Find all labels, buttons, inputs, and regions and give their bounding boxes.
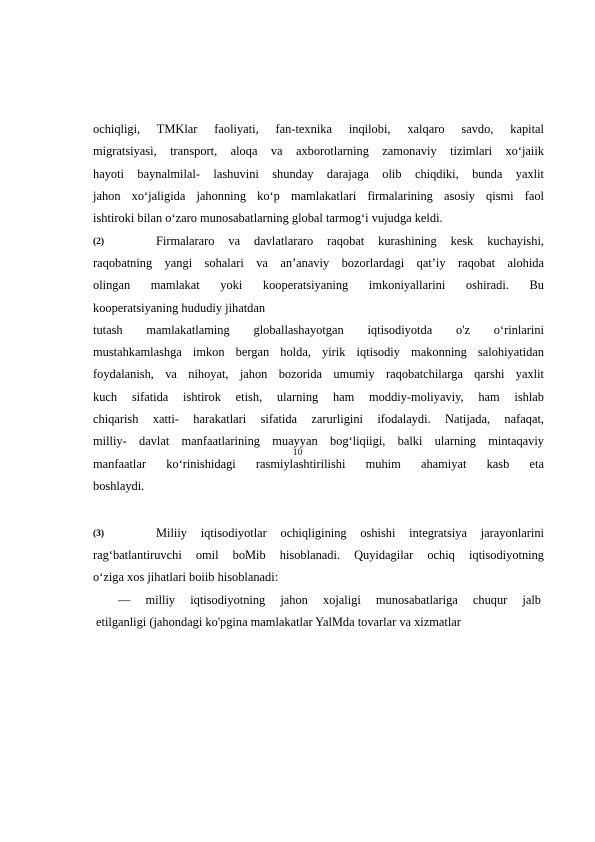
text-line: olingan mamlakat yoki kooperatsiyaning imkoniyallarini oshiradi. Bu [93,278,544,293]
text-line: Firmalararo va davlatlararo raqobat kurashining kesk kuchayishi, [156,234,544,248]
text-line: manfaatlar ko‘rinishidagi rasmiylashtirilishi muhim ahamiyat kasb eta [93,456,544,471]
text-line: migratsiyasi, transport, aloqa va axborotlarning zamonaviy tizimlari xo‘jaiik [93,144,544,159]
page-number: 10 [292,448,303,458]
text-line: — milliy iqtisodiyotning jahon xojaligi munosabatlariga chuqur jalb [118,593,541,607]
item-2-first-line [156,230,544,252]
text-line: foydalanish, va nihoyat, jahon bozorida umumiy raqobatchilarga qarshi yaxlit [93,367,544,382]
text-line: etilganligi (jahondagi ko'pgina mamlakatlar YalMda tovarlar va xizmatlar [96,615,461,629]
text-line: boshlaydi. [93,478,145,493]
text-line: Miliiy iqtisodiyotlar ochiqligining oshishi integratsiya jarayonlarini [156,526,544,540]
text-line: raqobatning yangi sohalari va an’anaviy bozorlardagi qat’iy raqobat alohida [93,256,544,270]
text-line: ochiqligi, TMKlar faoliyati, fan-texnika inqilobi, xalqaro savdo, kapital [93,122,544,136]
text-line: milliy- davlat manfaatlarining muayyan bog‘liqiigi, balki ularning mintaqaviy [93,434,544,449]
dash-item-body [96,611,544,633]
text-line: jahon xo‘jaligida jahonning ko‘p mamlakatlari firmalarining asosiy qismi faol [93,188,544,203]
item-3-body [93,544,544,589]
text-line: mustahkamlashga imkon bergan holda, yirik iqtisodiy makonning salohiyatidan [93,345,544,360]
text-line: ishtiroki bilan o‘zaro munosabatlarning global tarmog‘i vujudga keldi. [93,211,443,226]
paragraph-1 [93,118,544,229]
text-line: rag‘batlantiruvchi omil boMib hisoblanadi. Quyidagilar ochiq iqtisodiyotning [93,548,544,562]
text-line: kuch sifatida ishtirok etish, ularning ham moddiy-moliyaviy, ham ishlab [93,389,544,404]
text-line: kooperatsiyaning hududiy jihatdan [93,300,266,315]
item-2-marker: (2) [93,237,105,247]
item-3-first-line [156,522,544,544]
text-line: tutash mamlakatlaming globallashayotgan iqtisodiyotda o'z o‘rinlarini [93,322,544,337]
text-line: o‘ziga xos jihatlari boiib hisoblanadi: [93,570,279,585]
item-3-marker: (3) [93,529,105,539]
dash-item-first-line [118,589,541,611]
text-line: chiqarish xatti- harakatlari sifatida zarurligini ifodalaydi. Natijada, nafaqat, [93,412,544,427]
text-line: hayoti baynalmilal- lashuvini shunday darajaga olib chiqdiki, bunda yaxlit [93,166,544,181]
item-2-body [93,252,544,497]
